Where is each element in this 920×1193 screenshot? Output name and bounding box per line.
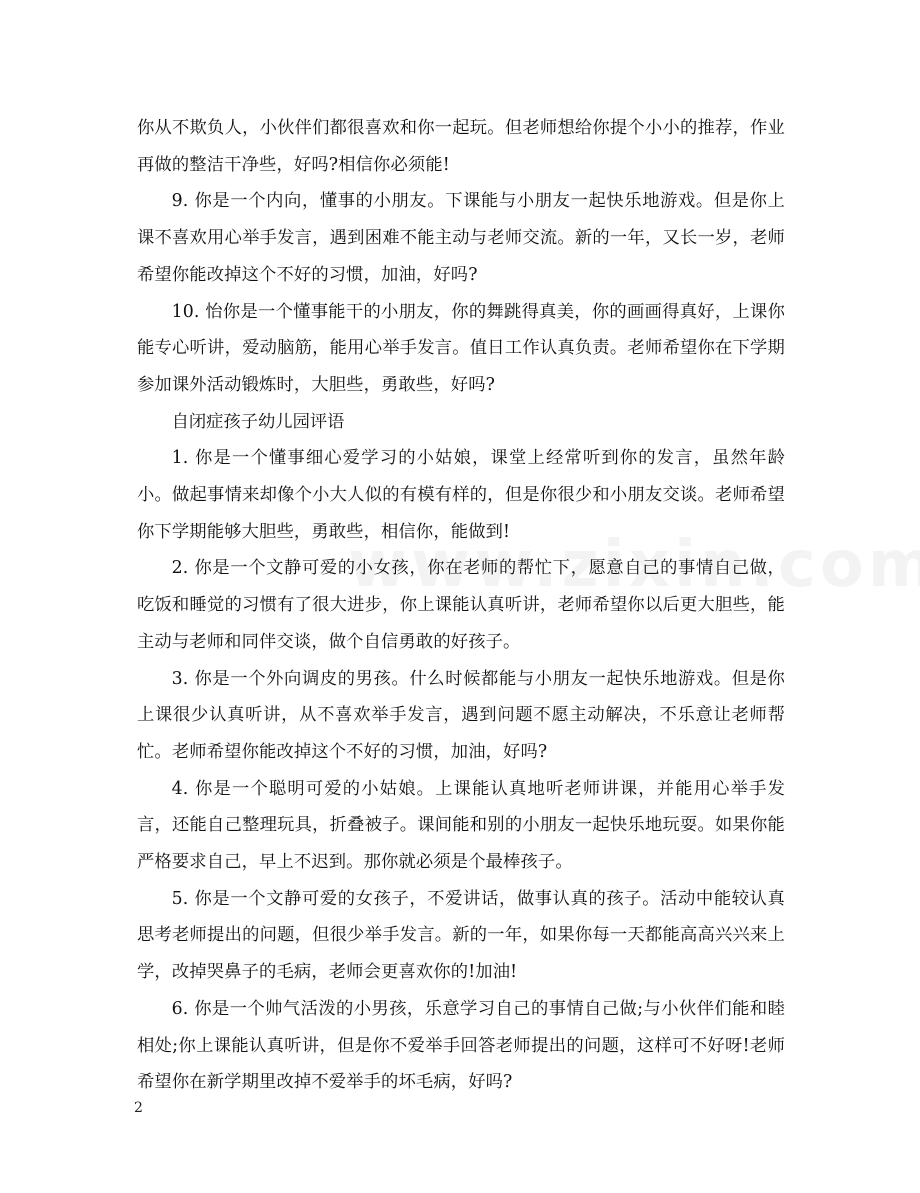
paragraph-item-9: 9. 你是一个内向，懂事的小朋友。下课能与小朋友一起快乐地游戏。但是你上课不喜欢用心举手发言，遇到困难不能主动与老师交流。新的一年，又长一岁，老师希望你能改掉这个不好的习惯，加油，好吗? <box>137 191 785 285</box>
paragraph-item-2: 2. 你是一个文静可爱的小女孩，你在老师的帮忙下，愿意自己的事情自己做，吃饭和睡觉的习惯有了很大进步，你上课能认真听讲，老师希望你以后更大胆些，能主动与老师和同伴交谈，做个自信勇敢的好孩子。 <box>137 558 785 652</box>
paragraph-item-3: 3. 你是一个外向调皮的男孩。什么时候都能与小朋友一起快乐地游戏。但是你上课很少认真听讲，从不喜欢举手发言，遇到问题不愿主动解决，不乐意让老师帮忙。老师希望你能改掉这个不好的习惯，加油，好吗? <box>137 668 785 762</box>
paragraph-item-5: 5. 你是一个文静可爱的女孩子，不爱讲话，做事认真的孩子。活动中能较认真思考老师提出的问题，但很少举手发言。新的一年，如果你每一天都能高高兴兴来上学，改掉哭鼻子的毛病，老师会更喜欢你的!加油! <box>137 888 785 983</box>
paragraph-item-6: 6. 你是一个帅气活泼的小男孩，乐意学习自己的事情自己做;与小伙伴们能和睦相处;你上课能认真听讲，但是你不爱举手回答老师提出的问题，这样可不好呀!老师希望你在新学期里改掉不爱举手的坏毛病，好吗? <box>137 998 785 1093</box>
page-number: 2 <box>134 1100 143 1116</box>
paragraph-item-1: 1. 你是一个懂事细心爱学习的小姑娘，课堂上经常听到你的发言，虽然年龄小。做起事情来却像个小大人似的有模有样的，但是你很少和小朋友交谈。老师希望你下学期能够大胆些，勇敢些，相信你，能做到! <box>137 448 785 542</box>
paragraph-item-4: 4. 你是一个聪明可爱的小姑娘。上课能认真地听老师讲课，并能用心举手发言，还能自己整理玩具，折叠被子。课间能和别的小朋友一起快乐地玩耍。如果你能严格要求自己，早上不迟到。那你就必须是个最棒孩子。 <box>137 778 785 873</box>
paragraph-continuation: 你从不欺负人，小伙伴们都很喜欢和你一起玩。但老师想给你提个小小的推荐，作业再做的整洁干净些，好吗?相信你必须能! <box>137 118 785 175</box>
section-heading: 自闭症孩子幼儿园评语 <box>171 411 345 432</box>
paragraph-item-10: 10. 怡你是一个懂事能干的小朋友，你的舞跳得真美，你的画画得真好，上课你能专心听讲，爱动脑筋，能用心举手发言。值日工作认真负责。老师希望你在下学期参加课外活动锻炼时，大胆些，勇敢些，好吗? <box>137 301 785 395</box>
document-page <box>137 110 785 1101</box>
